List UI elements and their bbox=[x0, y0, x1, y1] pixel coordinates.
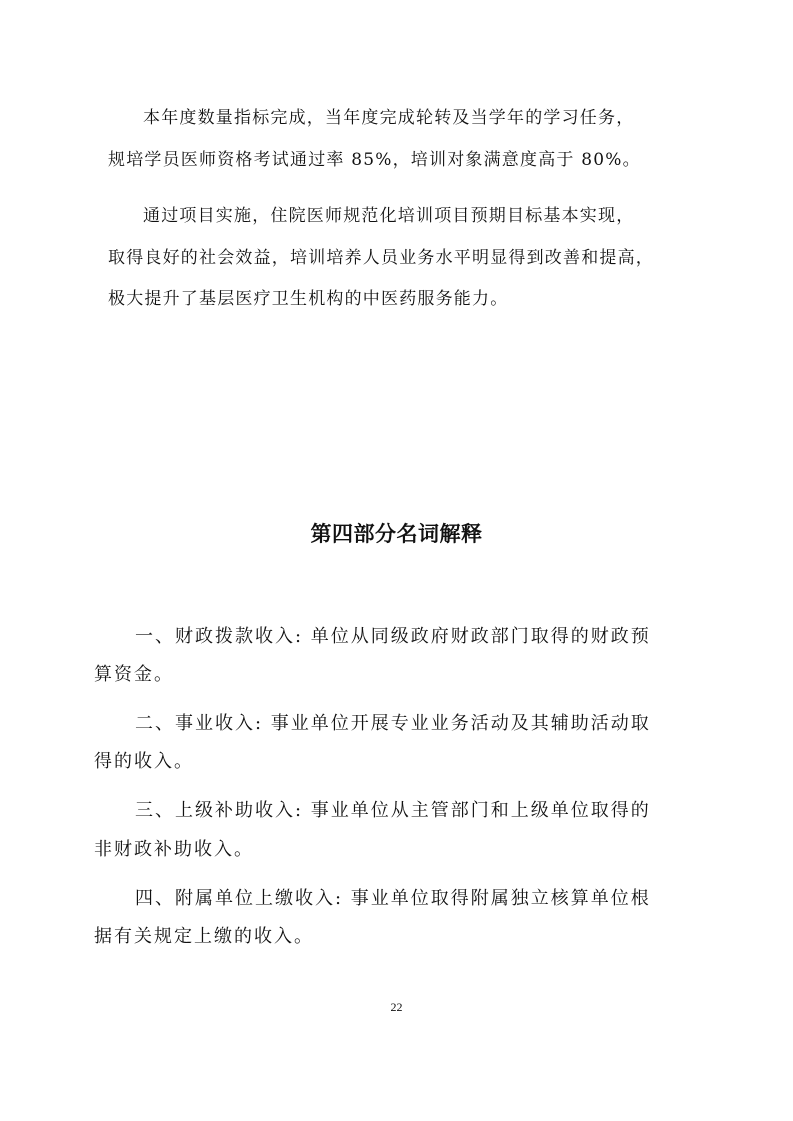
paragraph-line: 规培学员医师资格考试通过率 85%，培训对象满意度高于 80%。 bbox=[108, 150, 641, 170]
definition-line: 三、上级补助收入: 事业单位从主管部门和上级单位取得的 bbox=[135, 800, 651, 821]
definition-line: 一、财政拨款收入: 单位从同级政府财政部门取得的财政预 bbox=[135, 626, 651, 647]
paragraph-line: 取得良好的社会效益，培训培养人员业务水平明显得到改善和提高， bbox=[108, 248, 654, 268]
definition-line: 据有关规定上缴的收入。 bbox=[94, 926, 314, 947]
page-number: 22 bbox=[390, 1000, 403, 1014]
section-heading: 第四部分名词解释 bbox=[310, 522, 483, 546]
paragraph-line: 通过项目实施，住院医师规范化培训项目预期目标基本实现， bbox=[143, 206, 635, 226]
paragraph-line: 极大提升了基层医疗卫生机构的中医药服务能力。 bbox=[108, 289, 509, 309]
definition-line: 算资金。 bbox=[94, 664, 174, 685]
paragraph-line: 本年度数量指标完成，当年度完成轮转及当学年的学习任务， bbox=[143, 108, 635, 128]
definition-line: 非财政补助收入。 bbox=[94, 839, 254, 860]
definition-line: 得的收入。 bbox=[94, 751, 194, 772]
definition-line: 二、事业收入: 事业单位开展专业业务活动及其辅助活动取 bbox=[135, 713, 651, 734]
definition-line: 四、附属单位上缴收入: 事业单位取得附属独立核算单位根 bbox=[135, 888, 651, 909]
